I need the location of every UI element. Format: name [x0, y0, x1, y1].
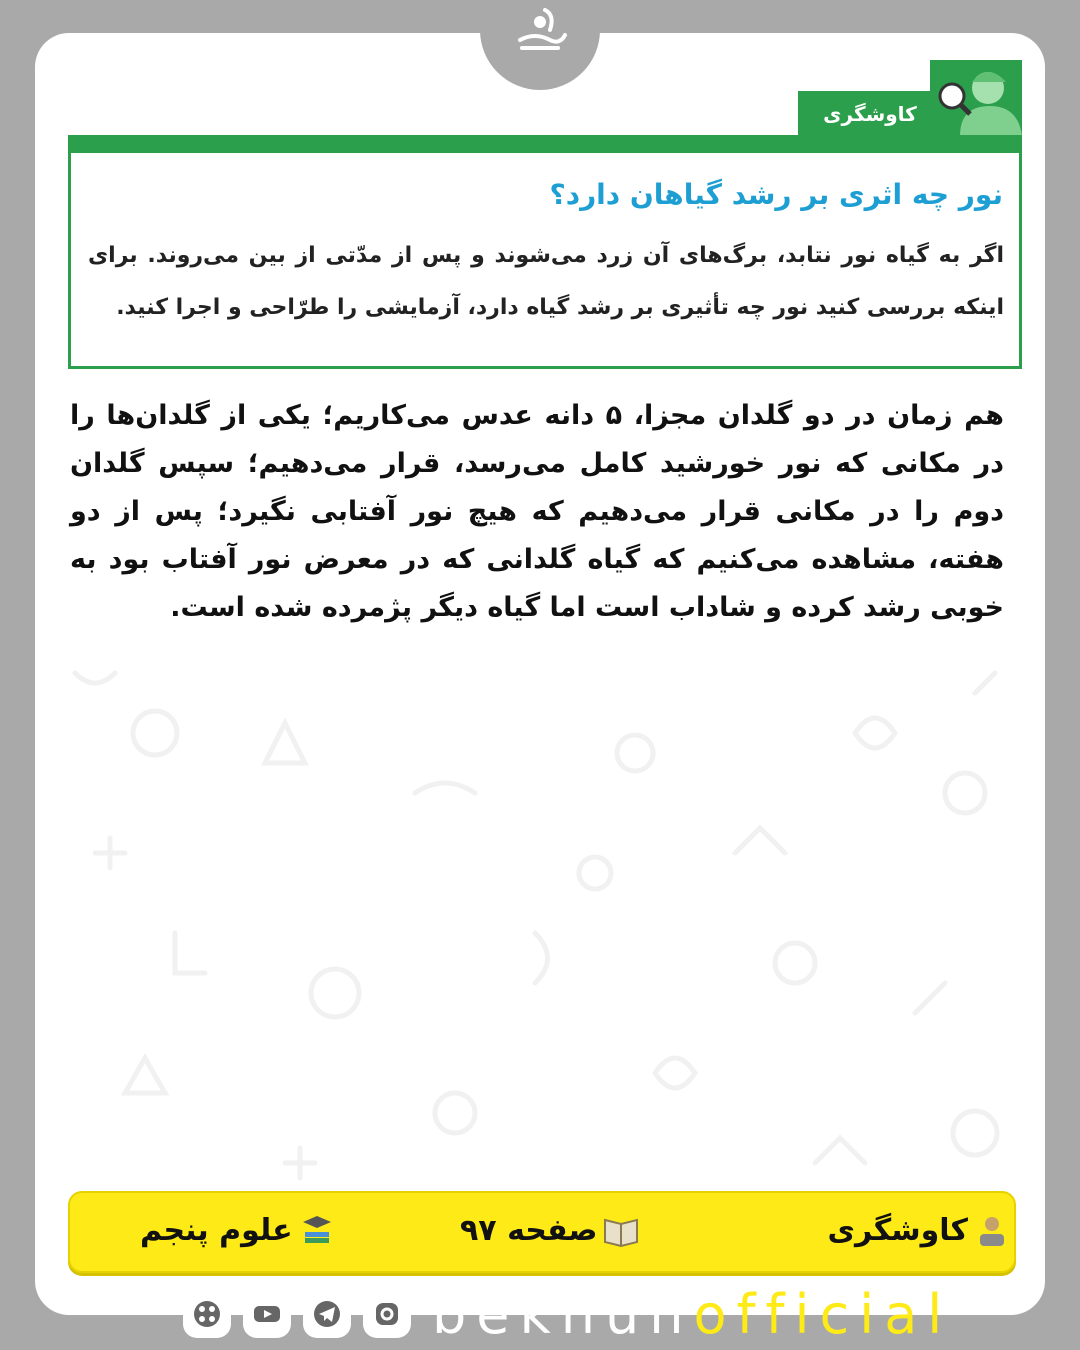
bekhun-logo-icon	[500, 0, 580, 70]
section-tab-label: کاوشگری	[823, 102, 917, 126]
answer-text: هم زمان در دو گلدان مجزا، ۵ دانه عدس می‌کاریم؛ یکی از گلدان‌ها را در مکانی که نور خورشید کامل می‌رسد، قرار می‌دهیم؛ سپس گلدان دوم را در مکانی قرار می‌دهیم که هیچ نور آفتابی نگیرد؛ پس از دو هفته، مشاهده می‌کنیم که گیاه گلدانی که در معرض نور آفتاب بود به خوبی رشد کرده و شاداب است اما گیاه دیگر پژمرده شده است.	[70, 400, 1004, 623]
footer-section	[828, 1206, 1010, 1254]
brand-name-part1: bekhun	[432, 1283, 694, 1346]
brand-name-part2: official	[693, 1283, 953, 1346]
social-icons-row	[183, 1290, 423, 1338]
instagram-icon[interactable]	[363, 1290, 411, 1338]
telegram-icon[interactable]	[303, 1290, 351, 1338]
student-icon	[974, 1212, 1010, 1248]
footer-subject	[140, 1206, 335, 1254]
youtube-icon[interactable]	[243, 1290, 291, 1338]
graduation-books-icon	[299, 1212, 335, 1248]
aparat-icon[interactable]	[183, 1290, 231, 1338]
footer-page-label: صفحه ۹۷	[460, 1212, 598, 1248]
footer-page	[460, 1206, 639, 1254]
footer-subject-label: علوم پنجم	[140, 1212, 293, 1248]
open-book-icon	[603, 1212, 639, 1248]
footer-section-label: کاوشگری	[827, 1212, 968, 1248]
scientist-magnifier-icon	[930, 60, 1022, 136]
question-body: اگر به گیاه نور نتابد، برگ‌های آن زرد می‌شوند و پس از مدّتی از بین می‌روند. برای اینکه بررسی کنید نور چه تأثیری بر رشد گیاه دارد، آزمایشی را طرّاحی و اجرا کنید.	[88, 243, 1004, 320]
brand-name	[432, 1283, 952, 1346]
question-title: نور چه اثری بر رشد گیاهان دارد؟	[549, 178, 1003, 211]
